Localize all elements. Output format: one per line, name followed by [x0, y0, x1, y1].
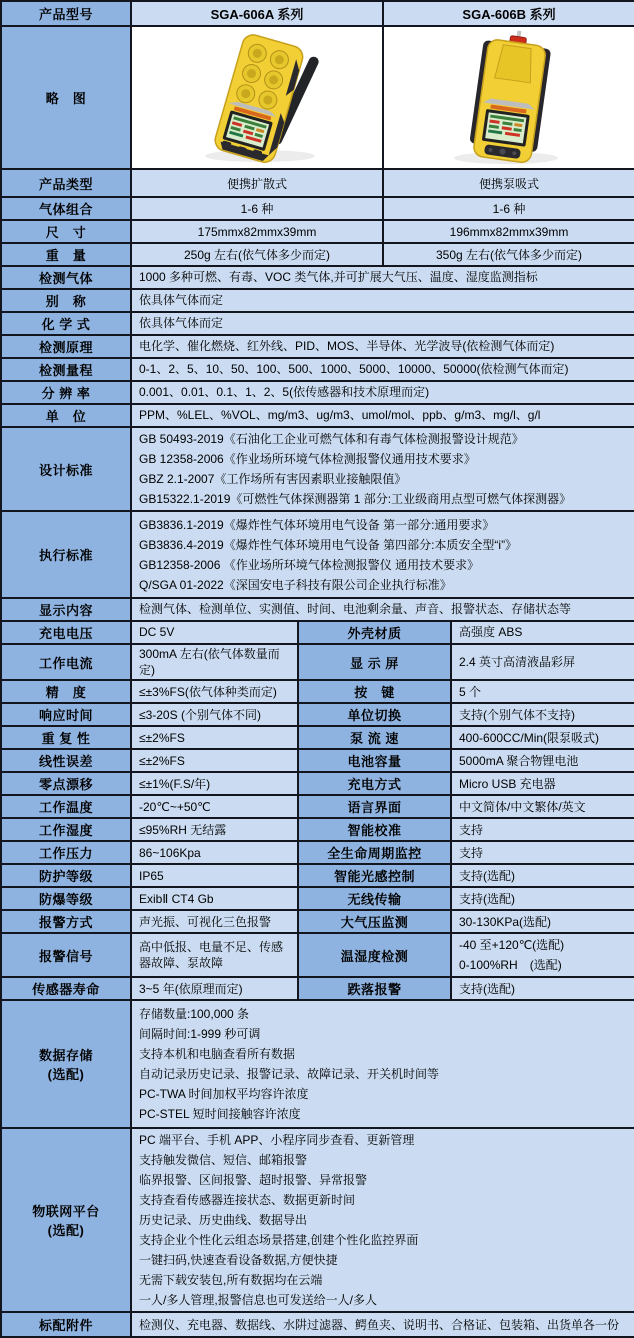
table-row: [1, 749, 634, 772]
table-row: [1, 511, 634, 598]
value-zero-drift: ≤±1%(F.S/年): [131, 772, 298, 795]
design-standard-line: GB 50493-2019《石油化工企业可燃气体和有毒气体检测报警设计规范》: [139, 432, 524, 446]
row-label-barometric-monitor: 大气压监测: [298, 910, 451, 933]
row-label-light-sensing: 智能光感控制: [298, 864, 451, 887]
value-weight-a: 250g 左右(依气体多少而定): [131, 243, 383, 266]
iot-platform-line: 无需下载安装包,所有数据均在云端: [139, 1273, 323, 1288]
iot-platform-line: 一人/多人管理,报警信息也可发送给一人/多人: [139, 1293, 378, 1308]
design-standard-line: GB15322.1-2019《可燃性气体探测器第 1 部分:工业级商用点型可燃气体探测器》: [139, 492, 572, 506]
row-label-units: 单 位: [1, 404, 131, 427]
data-storage-line: 间隔时间:1-999 秒可调: [139, 1027, 261, 1042]
table-row: [1, 358, 634, 381]
table-row: [1, 335, 634, 358]
row-label-alarm-mode: 报警方式: [1, 910, 131, 933]
value-dimensions-a: 175mmx82mmx39mm: [131, 220, 383, 243]
model-b-header: SGA-606B 系列: [383, 1, 634, 26]
table-row: [1, 772, 634, 795]
value-response-time: ≤3-20S (个别气体不同): [131, 703, 298, 726]
gas-detector-pump-illustration: [384, 28, 634, 167]
row-label-dimensions: 尺 寸: [1, 220, 131, 243]
value-alias: 依具体气体而定: [131, 289, 634, 312]
value-gas-combination-a: 1-6 种: [131, 197, 383, 220]
table-row: [1, 289, 634, 312]
value-working-humidity: ≤95%RH 无结露: [131, 818, 298, 841]
row-label-zero-drift: 零点漂移: [1, 772, 131, 795]
value-weight-b: 350g 左右(依气体多少而定): [383, 243, 634, 266]
table-row: [1, 818, 634, 841]
data-storage-line: 存储数量:100,000 条: [139, 1007, 250, 1022]
iot-platform-line: PC 端平台、手机 APP、小程序同步查看、更新管理: [139, 1133, 415, 1148]
iot-platform-line: 支持查看传感器连接状态、数据更新时间: [139, 1193, 356, 1208]
table-row: [1, 680, 634, 703]
value-pump-flow: 400-600CC/Min(限泵吸式): [451, 726, 634, 749]
row-label-temp-humidity-detect: 温湿度检测: [298, 933, 451, 977]
gas-detector-diffusion-illustration: [132, 28, 382, 167]
value-display-content: 检测气体、检测单位、实测值、时间、电池剩余量、声音、报警状态、存储状态等: [131, 598, 634, 621]
row-label-working-pressure: 工作压力: [1, 841, 131, 864]
table-row: [1, 841, 634, 864]
data-storage-line: PC-STEL 短时间接触容许浓度: [139, 1107, 301, 1122]
design-standard-line: GB 12358-2006《作业场所环境气体检测报警仪通用技术要求》: [139, 452, 476, 466]
value-light-sensing: 支持(选配): [451, 864, 634, 887]
value-working-current: 300mA 左右(依气体数量而定): [131, 644, 298, 680]
row-label-pump-flow: 泵 流 速: [298, 726, 451, 749]
value-lifecycle-monitor: 支持: [451, 841, 634, 864]
value-data-storage: [131, 1000, 634, 1128]
row-label-accuracy: 精 度: [1, 680, 131, 703]
value-accuracy: ≤±3%FS(依气体种类而定): [131, 680, 298, 703]
temp-humidity-line: -40 至+120℃(选配): [459, 938, 565, 953]
value-protection-rating: IP65: [131, 864, 298, 887]
value-iot-platform: [131, 1128, 634, 1312]
row-label-alarm-signal: 报警信号: [1, 933, 131, 977]
row-label-response-time: 响应时间: [1, 703, 131, 726]
row-label-repeatability: 重 复 性: [1, 726, 131, 749]
table-row: [1, 404, 634, 427]
design-standard-line: GBZ 2.1-2007《工作场所有害因素职业接触限值》: [139, 472, 407, 486]
row-label-design-standard: 设计标准: [1, 427, 131, 511]
table-row: [1, 220, 634, 243]
row-label-charging-method: 充电方式: [298, 772, 451, 795]
value-battery-capacity: 5000mA 聚合物锂电池: [451, 749, 634, 772]
temp-humidity-line: 0-100%RH (选配): [459, 958, 562, 973]
value-display-screen: 2.4 英寸高清液晶彩屏: [451, 644, 634, 680]
value-units: PPM、%LEL、%VOL、mg/m3、ug/m3、umol/mol、ppb、g/m3、mg/l、g/l: [131, 404, 634, 427]
row-label-chemical-formula: 化 学 式: [1, 312, 131, 335]
row-label-resolution: 分 辨 率: [1, 381, 131, 404]
row-label-alias: 别 称: [1, 289, 131, 312]
value-working-temperature: -20℃~+50℃: [131, 795, 298, 818]
row-label-shell-material: 外壳材质: [298, 621, 451, 644]
row-label-working-current: 工作电流: [1, 644, 131, 680]
table-row: [1, 887, 634, 910]
exec-standard-line: Q/SGA 01-2022《深国安电子科技有限公司企业执行标准》: [139, 577, 452, 592]
table-row: [1, 910, 634, 933]
row-label-detect-principle: 检测原理: [1, 335, 131, 358]
value-dimensions-b: 196mmx82mmx39mm: [383, 220, 634, 243]
product-image-sga-606b: [383, 26, 634, 169]
data-storage-label-note: (选配): [47, 1067, 85, 1083]
row-label-data-storage: [1, 1000, 131, 1128]
row-label-weight: 重 量: [1, 243, 131, 266]
iot-platform-line: 支持企业个性化云组态场景搭建,创建个性化监控界面: [139, 1233, 419, 1248]
product-image-sga-606a: [131, 26, 383, 169]
table-row: [1, 169, 634, 197]
value-accessories: 检测仪、充电器、数据线、水阱过滤器、鳄鱼夹、说明书、合格证、包装箱、出货单各一份: [131, 1312, 634, 1337]
row-label-sketch: 略 图: [1, 26, 131, 169]
value-smart-calibration: 支持: [451, 818, 634, 841]
value-alarm-signal: 高中低报、电量不足、传感器故障、泵故障: [131, 933, 298, 977]
row-label-working-humidity: 工作湿度: [1, 818, 131, 841]
row-label-charge-voltage: 充电电压: [1, 621, 131, 644]
row-label-buttons: 按 键: [298, 680, 451, 703]
value-linearity-error: ≤±2%FS: [131, 749, 298, 772]
iot-platform-line: 支持触发微信、短信、邮箱报警: [139, 1153, 308, 1168]
value-detect-gas: 1000 多种可燃、有毒、VOC 类气体,并可扩展大气压、温度、湿度监测指标: [131, 266, 634, 289]
value-language-ui: 中文简体/中文繁体/英文: [451, 795, 634, 818]
data-storage-line: 支持本机和电脑查看所有数据: [139, 1047, 296, 1062]
row-label-detect-range: 检测量程: [1, 358, 131, 381]
row-label-product-type: 产品类型: [1, 169, 131, 197]
table-row: [1, 977, 634, 1000]
data-storage-label: 数据存储: [38, 1048, 93, 1064]
value-alarm-mode: 声光振、可视化三色报警: [131, 910, 298, 933]
table-row: [1, 864, 634, 887]
value-charge-voltage: DC 5V: [131, 621, 298, 644]
row-label-battery-capacity: 电池容量: [298, 749, 451, 772]
value-unit-switch: 支持(个别气体不支持): [451, 703, 634, 726]
row-label-detect-gas: 检测气体: [1, 266, 131, 289]
row-label-gas-combination: 气体组合: [1, 197, 131, 220]
table-row: [1, 1128, 634, 1312]
row-label-sensor-life: 传感器寿命: [1, 977, 131, 1000]
table-row: [1, 621, 634, 644]
iot-platform-line: 临界报警、区间报警、超时报警、异常报警: [139, 1173, 368, 1188]
row-label-wireless-transmission: 无线传输: [298, 887, 451, 910]
iot-platform-line: 历史记录、历史曲线、数据导出: [139, 1213, 308, 1228]
value-repeatability: ≤±2%FS: [131, 726, 298, 749]
value-sensor-life: 3~5 年(依原理而定): [131, 977, 298, 1000]
data-storage-line: PC-TWA 时间加权平均容许浓度: [139, 1087, 309, 1102]
table-row: [1, 26, 634, 169]
row-label-drop-alarm: 跌落报警: [298, 977, 451, 1000]
row-label-display-screen: 显 示 屏: [298, 644, 451, 680]
table-row: [1, 795, 634, 818]
iot-platform-label-note: (选配): [47, 1223, 85, 1239]
row-label-explosionproof-rating: 防爆等级: [1, 887, 131, 910]
table-row: [1, 703, 634, 726]
table-row: [1, 726, 634, 749]
row-label-product-model: 产品型号: [1, 1, 131, 26]
table-row: [1, 266, 634, 289]
value-detect-principle: 电化学、催化燃烧、红外线、PID、MOS、半导体、光学波导(依检测气体而定): [131, 335, 634, 358]
table-row: [1, 243, 634, 266]
value-shell-material: 高强度 ABS: [451, 621, 634, 644]
value-gas-combination-b: 1-6 种: [383, 197, 634, 220]
value-design-standard: [131, 427, 634, 511]
value-working-pressure: 86~106Kpa: [131, 841, 298, 864]
value-wireless-transmission: 支持(选配): [451, 887, 634, 910]
value-explosionproof-rating: ExibⅡ CT4 Gb: [131, 887, 298, 910]
row-label-lifecycle-monitor: 全生命周期监控: [298, 841, 451, 864]
value-drop-alarm: 支持(选配): [451, 977, 634, 1000]
table-row: [1, 381, 634, 404]
row-label-protection-rating: 防护等级: [1, 864, 131, 887]
data-storage-line: 自动记录历史记录、报警记录、故障记录、开关机时间等: [139, 1067, 440, 1082]
iot-platform-line: 一键扫码,快速查看设备数据,方便快捷: [139, 1253, 338, 1268]
iot-platform-label: 物联网平台: [32, 1204, 100, 1220]
table-row: [1, 1, 634, 26]
exec-standard-line: GB3836.4-2019《爆炸性气体环境用电气设备 第四部分:本质安全型“i”》: [139, 537, 518, 552]
value-exec-standard: [131, 511, 634, 598]
model-a-header: SGA-606A 系列: [131, 1, 383, 26]
table-row: [1, 1312, 634, 1337]
table-row: [1, 1000, 634, 1128]
row-label-smart-calibration: 智能校准: [298, 818, 451, 841]
value-product-type-b: 便携泵吸式: [383, 169, 634, 197]
table-row: [1, 644, 634, 680]
value-detect-range: 0-1、2、5、10、50、100、500、1000、5000、10000、50000(依检测气体而定): [131, 358, 634, 381]
value-charging-method: Micro USB 充电器: [451, 772, 634, 795]
row-label-linearity-error: 线性误差: [1, 749, 131, 772]
row-label-exec-standard: 执行标准: [1, 511, 131, 598]
table-row: [1, 427, 634, 511]
value-barometric-monitor: 30-130KPa(选配): [451, 910, 634, 933]
row-label-accessories: 标配附件: [1, 1312, 131, 1337]
row-label-display-content: 显示内容: [1, 598, 131, 621]
row-label-working-temperature: 工作温度: [1, 795, 131, 818]
value-temp-humidity-detect: [451, 933, 634, 977]
row-label-iot-platform: [1, 1128, 131, 1312]
table-row: [1, 312, 634, 335]
row-label-language-ui: 语言界面: [298, 795, 451, 818]
row-label-unit-switch: 单位切换: [298, 703, 451, 726]
value-buttons: 5 个: [451, 680, 634, 703]
value-resolution: 0.001、0.01、0.1、1、2、5(依传感器和技术原理而定): [131, 381, 634, 404]
table-row: [1, 598, 634, 621]
value-chemical-formula: 依具体气体而定: [131, 312, 634, 335]
table-row: [1, 197, 634, 220]
value-product-type-a: 便携扩散式: [131, 169, 383, 197]
exec-standard-line: GB12358-2006 《作业场所环境气体检测报警仪 通用技术要求》: [139, 557, 480, 572]
table-row: [1, 933, 634, 977]
exec-standard-line: GB3836.1-2019《爆炸性气体环境用电气设备 第一部分:通用要求》: [139, 517, 495, 532]
